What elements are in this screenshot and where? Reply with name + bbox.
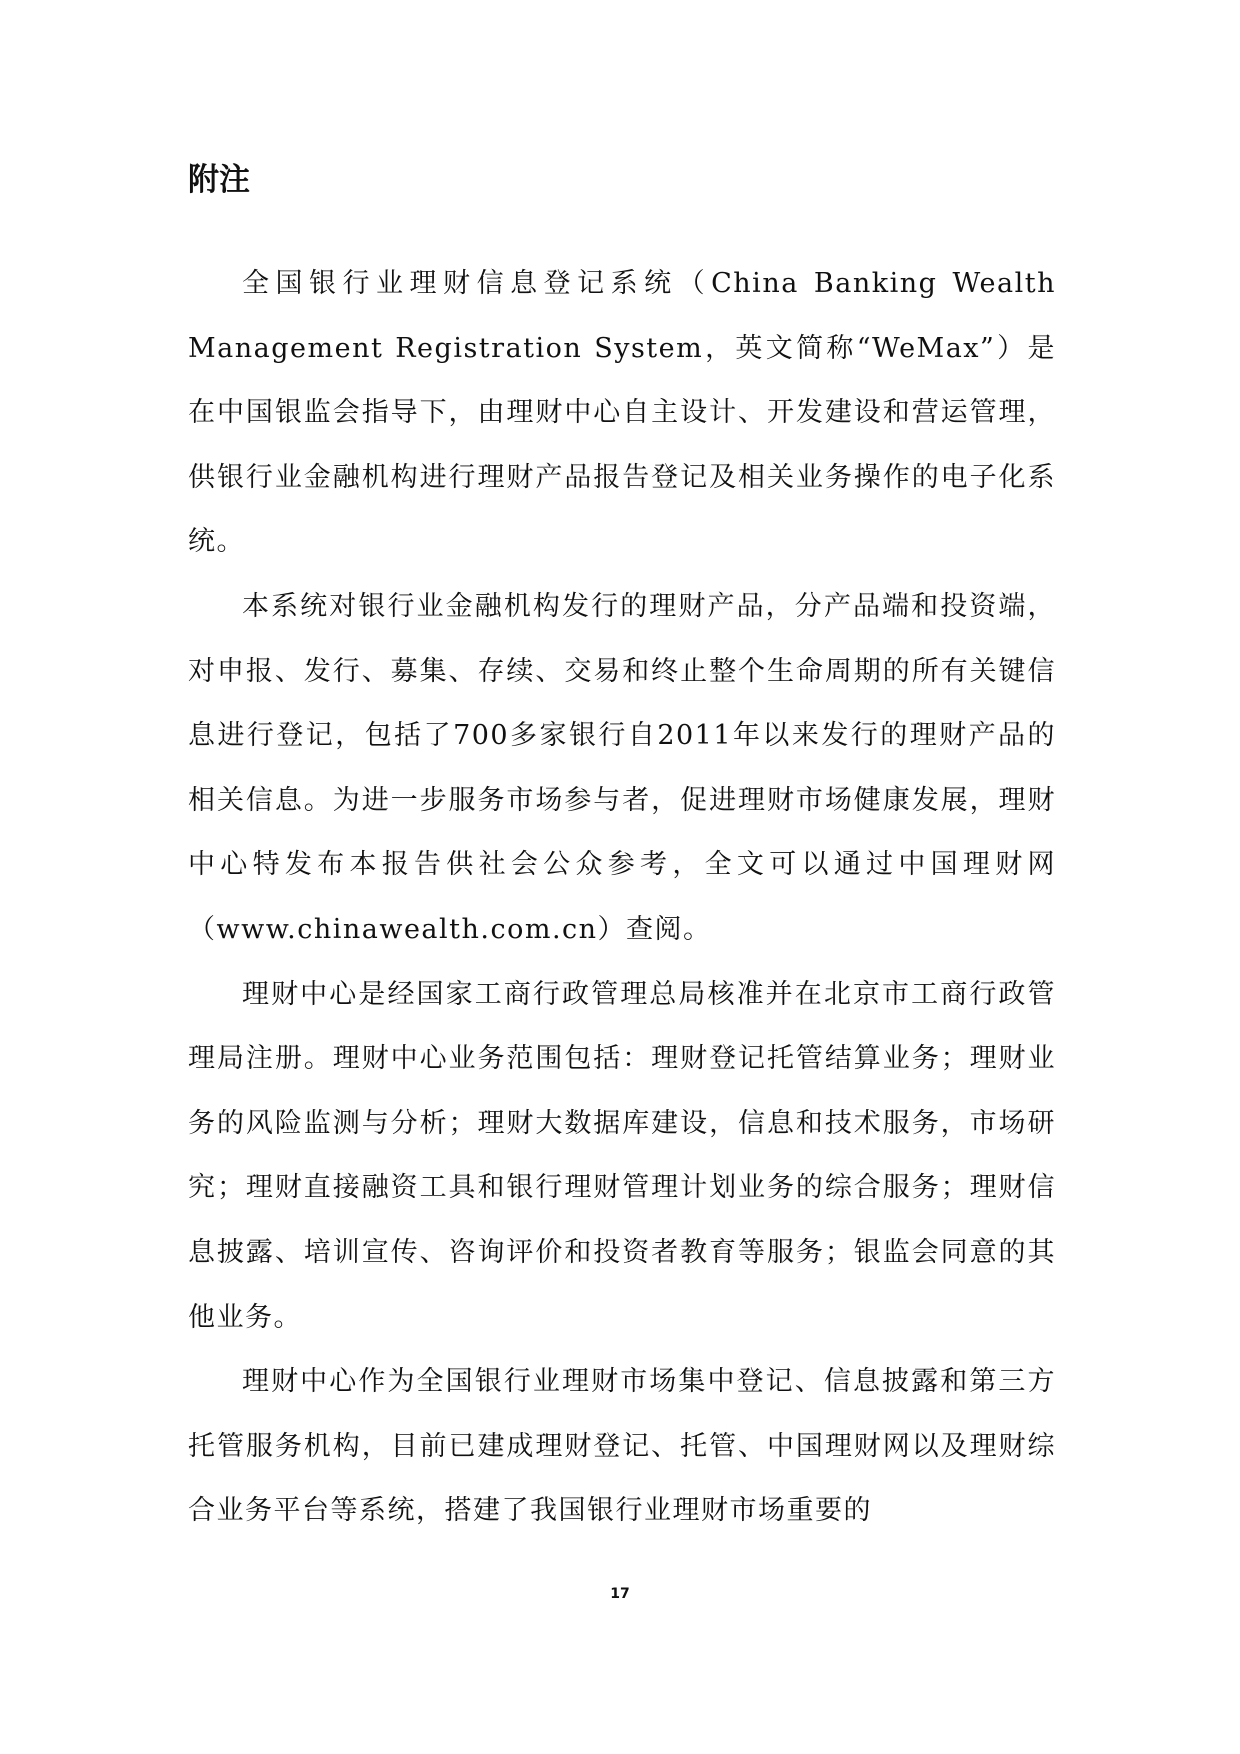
paragraph-system-intro: 全国银行业理财信息登记系统（China Banking Wealth Management Registration System，英文简称“WeMax”）是在中国银监会指导下，由理财中心自主设计、开发建设和营运管理，供银行业金融机构进行理财产品报告登记及相关业务操作的电子化系统。 bbox=[188, 268, 1056, 558]
body-text bbox=[188, 252, 1056, 1544]
paragraph-system-scope: 本系统对银行业金融机构发行的理财产品，分产品端和投资端，对申报、发行、募集、存续、交易和终止整个生命周期的所有关键信息进行登记，包括了700多家银行自2011年以来发行的理财产品的相关信息。为进一步服务市场参与者，促进理财市场健康发展，理财中心特发布本报告供社会公众参考，全文可以通过中国理财网（www.chinawealth.com.cn）查阅。 bbox=[188, 590, 1056, 945]
paragraph-center-business: 理财中心是经国家工商行政管理总局核准并在北京市工商行政管理局注册。理财中心业务范围包括：理财登记托管结算业务；理财业务的风险监测与分析；理财大数据库建设，信息和技术服务，市场研究；理财直接融资工具和银行理财管理计划业务的综合服务；理财信息披露、培训宣传、咨询评价和投资者教育等服务；银监会同意的其他业务。 bbox=[188, 978, 1056, 1333]
page-number: 17 bbox=[610, 1586, 630, 1602]
section-heading: 附注 bbox=[188, 162, 250, 198]
paragraph-center-role: 理财中心作为全国银行业理财市场集中登记、信息披露和第三方托管服务机构，目前已建成理财登记、托管、中国理财网以及理财综合业务平台等系统，搭建了我国银行业理财市场重要的 bbox=[188, 1366, 1056, 1527]
